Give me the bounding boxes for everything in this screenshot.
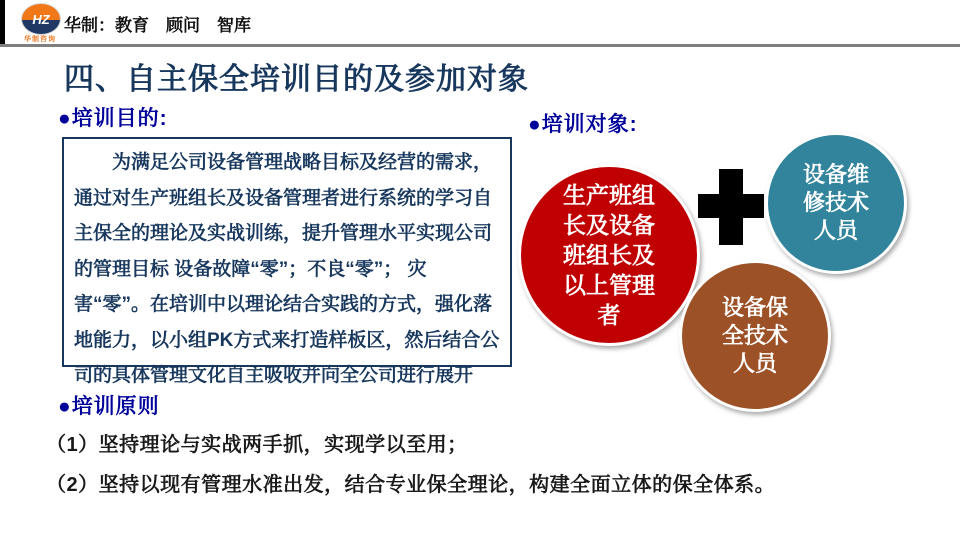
principle-item-2: （2）坚持以现有管理水准出发，结合专业保全理论，构建全面立体的保全体系。 [46,474,776,496]
principles-section-label [58,390,160,420]
audience-circle-production-team-leaders [518,164,700,346]
purpose-body: 为满足公司设备管理战略目标及经营的需求，通过对生产班组长及设备管理者进行系统的学习自主保全的理论及实战训练，提升管理水平实现公司的管理目标 设备故障“零”；不良“零”； 灾害“零”。在培训中以理论结合实践的方式，强化落地能力，以小组PK方式来打造样板区，然后结合公司的具体管理文化自主吸收并向全公司进行展开 [74,152,500,386]
audience-circle-equipment-maintenance-technicians [679,260,831,412]
brand-text: 华制：教育 顾问 智库 [64,16,251,35]
principles-label-text: 培训原则 [71,395,160,418]
plus-horizontal-bar [698,194,764,218]
bullet-icon: ● [528,113,542,136]
principle-item-1: （1）坚持理论与实战两手抓，实现学以至用； [46,434,468,456]
bullet-icon: ● [58,395,72,418]
page-title: 四、自主保全培训目的及参加对象 [64,63,529,96]
circle-label: 生产班组长及设备班组长及以上管理者 [563,182,655,328]
circle-label: 设备维修技术人员 [802,162,869,243]
bullet-icon: ● [58,107,72,130]
audience-circle-equipment-repair-technicians [765,132,907,274]
header-divider [0,44,960,47]
circle-label: 设备保全技术人员 [721,295,788,376]
purpose-box [62,137,512,386]
audience-label-text: 培训对象: [541,113,638,136]
left-edge-strip [0,0,5,44]
logo-hz-text: HZ [32,11,50,27]
audience-section-label [528,108,638,138]
purpose-label-text: 培训目的: [71,107,168,130]
logo-caption: 华制咨询 [24,36,56,43]
plus-icon [698,169,764,245]
purpose-section-label [58,102,168,132]
hz-logo-icon [21,3,61,35]
